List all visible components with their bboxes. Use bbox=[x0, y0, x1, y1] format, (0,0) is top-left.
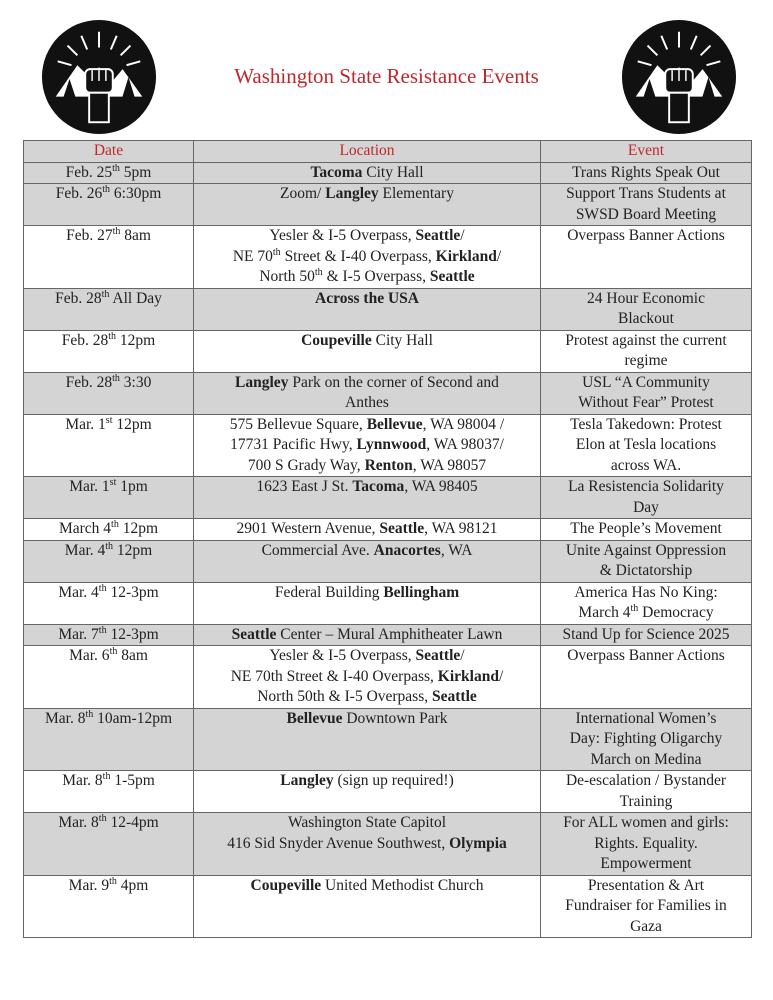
cell-event: Presentation & Art Fundraiser for Families in Gaza bbox=[541, 875, 752, 938]
cell-date: Feb. 26th 6:30pm bbox=[24, 184, 194, 226]
header-location: Location bbox=[194, 141, 541, 163]
cell-date: Mar. 7th 12-3pm bbox=[24, 624, 194, 646]
cell-date: March 4th 12pm bbox=[24, 519, 194, 541]
cell-location: Commercial Ave. Anacortes, WA bbox=[194, 540, 541, 582]
cell-event: Support Trans Students at SWSD Board Meeting bbox=[541, 184, 752, 226]
cell-location: 575 Bellevue Square, Bellevue, WA 98004 / 17731 Pacific Hwy, Lynnwood, WA 98037/ 700 S Grady Way, Renton, WA 98057 bbox=[194, 414, 541, 477]
cell-date: Mar. 4th 12pm bbox=[24, 540, 194, 582]
cell-location: 2901 Western Avenue, Seattle, WA 98121 bbox=[194, 519, 541, 541]
table-row bbox=[24, 708, 752, 771]
cell-event: Unite Against Oppression & Dictatorship bbox=[541, 540, 752, 582]
cell-date: Mar. 6th 8am bbox=[24, 646, 194, 709]
cell-location: Across the USA bbox=[194, 288, 541, 330]
table-row bbox=[24, 540, 752, 582]
table-row bbox=[24, 414, 752, 477]
header-date: Date bbox=[24, 141, 194, 163]
cell-date: Mar. 1st 1pm bbox=[24, 477, 194, 519]
table-row bbox=[24, 372, 752, 414]
cell-event: International Women’s Day: Fighting Oligarchy March on Medina bbox=[541, 708, 752, 771]
cell-location: Seattle Center – Mural Amphitheater Lawn bbox=[194, 624, 541, 646]
cell-location: Zoom/ Langley Elementary bbox=[194, 184, 541, 226]
cell-location: Washington State Capitol 416 Sid Snyder Avenue Southwest, Olympia bbox=[194, 813, 541, 876]
table-row bbox=[24, 162, 752, 184]
table-header-row bbox=[24, 141, 752, 163]
table-row bbox=[24, 330, 752, 372]
table-row bbox=[24, 288, 752, 330]
cell-location: Tacoma City Hall bbox=[194, 162, 541, 184]
cell-date: Mar. 8th 1-5pm bbox=[24, 771, 194, 813]
cell-date: Feb. 28th 12pm bbox=[24, 330, 194, 372]
cell-event: 24 Hour Economic Blackout bbox=[541, 288, 752, 330]
table-row bbox=[24, 519, 752, 541]
cell-date: Feb. 28th 3:30 bbox=[24, 372, 194, 414]
cell-date: Mar. 8th 12-4pm bbox=[24, 813, 194, 876]
cell-event: For ALL women and girls: Rights. Equality. Empowerment bbox=[541, 813, 752, 876]
cell-date: Mar. 8th 10am-12pm bbox=[24, 708, 194, 771]
cell-date: Mar. 9th 4pm bbox=[24, 875, 194, 938]
cell-location: Coupeville United Methodist Church bbox=[194, 875, 541, 938]
cell-event: Overpass Banner Actions bbox=[541, 646, 752, 709]
page-title: Washington State Resistance Events bbox=[234, 64, 539, 88]
cell-location: 1623 East J St. Tacoma, WA 98405 bbox=[194, 477, 541, 519]
cell-date: Feb. 27th 8am bbox=[24, 226, 194, 289]
cell-date: Mar. 4th 12-3pm bbox=[24, 582, 194, 624]
cell-date: Feb. 28th All Day bbox=[24, 288, 194, 330]
cell-event: Overpass Banner Actions bbox=[541, 226, 752, 289]
table-row bbox=[24, 813, 752, 876]
cell-event: USL “A Community Without Fear” Protest bbox=[541, 372, 752, 414]
table-row bbox=[24, 184, 752, 226]
table-row bbox=[24, 771, 752, 813]
cell-event: Trans Rights Speak Out bbox=[541, 162, 752, 184]
cell-event: America Has No King: March 4th Democracy bbox=[541, 582, 752, 624]
cell-event: Protest against the current regime bbox=[541, 330, 752, 372]
cell-location: Coupeville City Hall bbox=[194, 330, 541, 372]
cell-event: Tesla Takedown: Protest Elon at Tesla locations across WA. bbox=[541, 414, 752, 477]
cell-event: Stand Up for Science 2025 bbox=[541, 624, 752, 646]
cell-date: Mar. 1st 12pm bbox=[24, 414, 194, 477]
cell-location: Federal Building Bellingham bbox=[194, 582, 541, 624]
cell-location: Bellevue Downtown Park bbox=[194, 708, 541, 771]
cell-location: Yesler & I-5 Overpass, Seattle/ NE 70th Street & I-40 Overpass, Kirkland/ North 50th & I-5 Overpass, Seattle bbox=[194, 646, 541, 709]
table-row bbox=[24, 226, 752, 289]
cell-location: Langley (sign up required!) bbox=[194, 771, 541, 813]
table-row bbox=[24, 646, 752, 709]
table-row bbox=[24, 477, 752, 519]
cell-date: Feb. 25th 5pm bbox=[24, 162, 194, 184]
cell-event: La Resistencia Solidarity Day bbox=[541, 477, 752, 519]
cell-location: Yesler & I-5 Overpass, Seattle/ NE 70th Street & I-40 Overpass, Kirkland/ North 50th & I-5 Overpass, Seattle bbox=[194, 226, 541, 289]
table-row bbox=[24, 582, 752, 624]
cell-event: De-escalation / Bystander Training bbox=[541, 771, 752, 813]
events-table bbox=[23, 140, 752, 938]
table-row bbox=[24, 875, 752, 938]
cell-location: Langley Park on the corner of Second and Anthes bbox=[194, 372, 541, 414]
events-table-body bbox=[24, 162, 752, 938]
header-event: Event bbox=[541, 141, 752, 163]
cell-event: The People’s Movement bbox=[541, 519, 752, 541]
table-row bbox=[24, 624, 752, 646]
